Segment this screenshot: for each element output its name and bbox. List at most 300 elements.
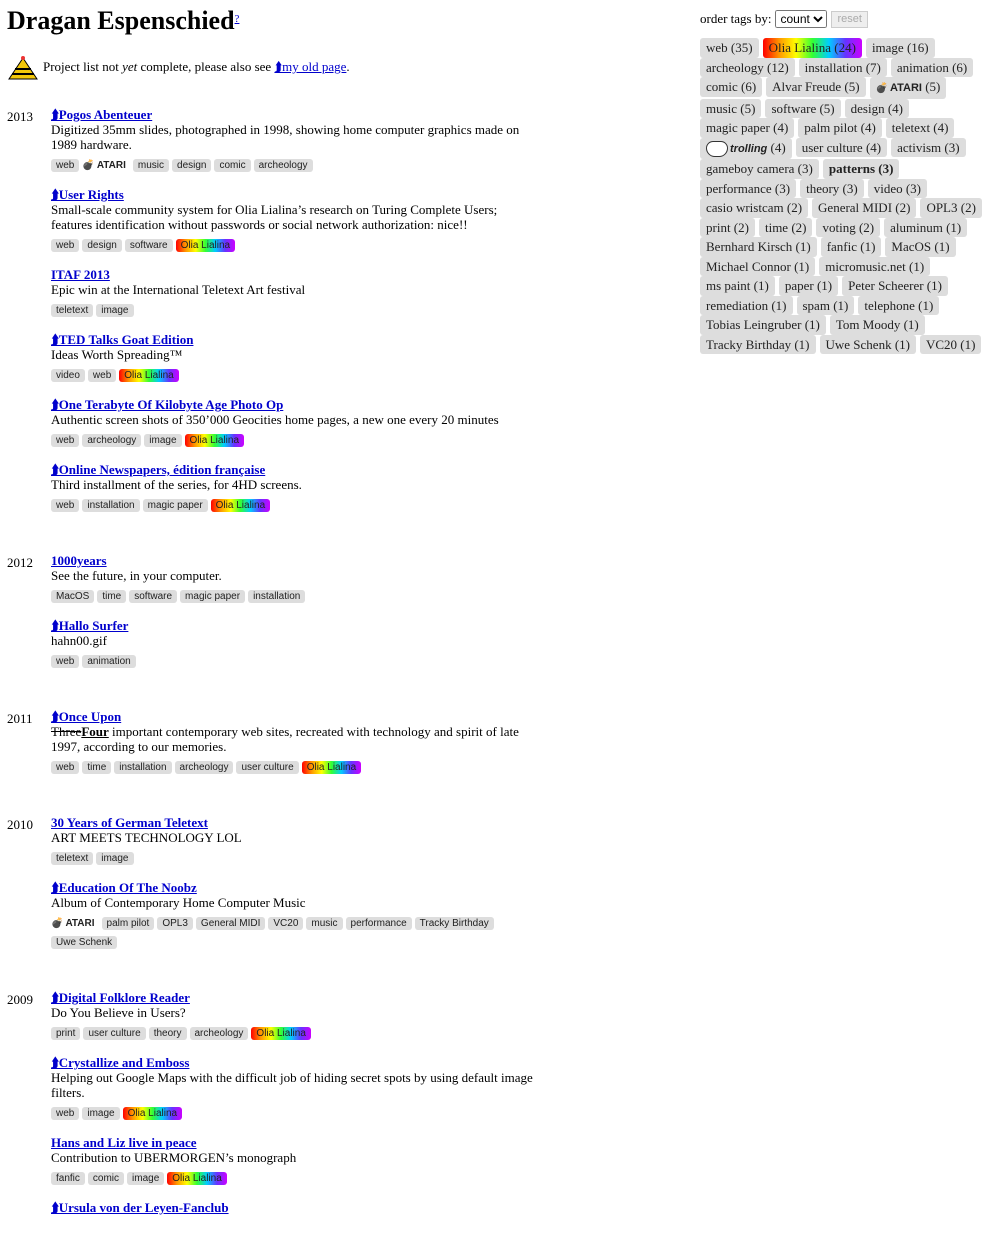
project-description	[51, 347, 541, 362]
sidebar-tag[interactable]	[819, 257, 930, 277]
sidebar-tag-label: user culture (4)	[801, 139, 882, 155]
bold-text: Four	[81, 724, 109, 739]
project-tag[interactable]	[180, 590, 245, 603]
project-description	[51, 1005, 541, 1020]
project-tag[interactable]	[196, 917, 265, 930]
old-page-link[interactable]: ⮭my old page	[274, 59, 347, 74]
project-tag-label: image	[132, 1173, 160, 1184]
project-tag[interactable]	[157, 917, 193, 930]
project-tag-label: archeology	[179, 762, 229, 773]
project-tag[interactable]	[346, 917, 412, 930]
project-description	[51, 724, 541, 754]
sidebar-tag-label: Alvar Freude (5)	[772, 79, 860, 94]
project-title-link[interactable]: 1000years	[51, 553, 107, 568]
sidebar-tag[interactable]	[700, 335, 816, 355]
sidebar-tag[interactable]	[830, 315, 925, 335]
sidebar-tag[interactable]	[700, 138, 792, 160]
project-tag[interactable]	[51, 1107, 79, 1120]
project-tag[interactable]	[51, 761, 79, 774]
project-entry	[51, 332, 541, 383]
sidebar-tag-label: voting (2)	[822, 219, 875, 235]
project-tag[interactable]	[51, 159, 79, 172]
atari-logo-icon: 💣	[875, 83, 888, 94]
sidebar-tag[interactable]	[884, 218, 967, 238]
sidebar-tag[interactable]	[816, 218, 880, 238]
order-controls	[700, 10, 990, 28]
project-tag[interactable]	[214, 159, 250, 172]
sidebar-tag-label: Tom Moody (1)	[835, 317, 919, 332]
order-select[interactable]	[775, 10, 827, 28]
sidebar-tag[interactable]	[823, 159, 900, 179]
sidebar-tag-label: paper (1)	[784, 278, 833, 293]
description-text: Album of Contemporary Home Computer Music	[51, 895, 306, 910]
project-tags	[51, 494, 541, 513]
year-label: 2013	[7, 109, 33, 124]
project-tag-label: Tracky Birthday	[419, 918, 489, 929]
sidebar-tag[interactable]	[759, 218, 813, 238]
description-text: Epic win at the International Teletext Art festival	[51, 282, 306, 297]
project-tag[interactable]	[125, 239, 173, 252]
project-title-link[interactable]: ⮭Online Newspapers, édition française	[51, 462, 266, 477]
sidebar-tag[interactable]	[845, 99, 909, 119]
project-tags	[51, 1167, 541, 1186]
project-tag-label: installation	[119, 762, 167, 773]
reset-button[interactable]: reset	[831, 11, 867, 28]
sidebar-tag-label: image (16)	[871, 40, 929, 55]
project-entry	[51, 618, 541, 669]
sidebar-tag[interactable]	[891, 58, 973, 78]
sidebar-tag-label: Uwe Schenk (1)	[825, 336, 910, 352]
project-tag[interactable]	[51, 590, 94, 603]
project-tag[interactable]	[176, 239, 235, 252]
trollface-icon	[706, 141, 728, 157]
project-tag[interactable]	[123, 1107, 182, 1120]
project-tag[interactable]	[248, 590, 305, 603]
project-tag-label: magic paper	[147, 500, 203, 511]
sidebar-tag-label: Olia Lialina (24)	[768, 40, 856, 55]
sidebar-tag[interactable]	[920, 335, 981, 355]
project-tag[interactable]	[96, 304, 133, 317]
project-description	[51, 477, 541, 492]
tag-brand: ATARI	[889, 82, 922, 94]
sidebar-tag-label: casio wristcam (2)	[706, 200, 803, 215]
project-tag[interactable]	[83, 1027, 145, 1040]
project-entry	[51, 990, 541, 1041]
sidebar-tag[interactable]	[700, 99, 761, 119]
project-tag[interactable]	[51, 434, 79, 447]
project-tags	[51, 585, 541, 604]
project-description	[51, 830, 541, 845]
project-title-link[interactable]: ⮭One Terabyte Of Kilobyte Age Photo Op	[51, 397, 284, 412]
project-tag-label: installation	[87, 500, 135, 511]
sidebar-tag-label: (5)	[925, 79, 941, 94]
atari-logo-icon: 💣	[51, 918, 64, 929]
project-tag[interactable]	[51, 499, 79, 512]
project-entry	[51, 815, 541, 866]
project-tag-label: teletext	[56, 853, 89, 864]
description-text: Digitized 35mm slides, photographed in 1998, showing home computer graphics made on 1989 hardware.	[51, 122, 520, 152]
description-text: hahn00.gif	[51, 633, 107, 648]
sidebar-tag[interactable]	[798, 118, 882, 138]
project-entry	[51, 187, 541, 253]
sidebar-tag[interactable]	[766, 77, 865, 97]
project-tag[interactable]	[149, 1027, 187, 1040]
atari-logo-icon: 💣	[82, 160, 95, 171]
project-tag-label: web	[56, 240, 75, 251]
description-text: Do You Believe in Users?	[51, 1005, 186, 1020]
help-link[interactable]: ?	[234, 13, 240, 25]
project-tag[interactable]	[144, 434, 181, 447]
sidebar-tag-label: software (5)	[771, 100, 835, 116]
project-tags	[51, 847, 541, 866]
project-tag-label: Olia Lialina	[215, 500, 266, 511]
sidebar-tag[interactable]	[700, 77, 762, 97]
project-tag-label: Olia Lialina	[127, 1108, 178, 1119]
project-tag-label: ATARI	[96, 160, 126, 171]
project-entry	[51, 462, 541, 513]
project-tag[interactable]	[175, 761, 234, 774]
project-title-link[interactable]: ITAF 2013	[51, 267, 110, 282]
project-tag-label: image	[101, 853, 129, 864]
page-header	[7, 6, 239, 36]
sidebar-tag[interactable]	[799, 58, 887, 78]
sidebar-tag-label: Peter Scheerer (1)	[848, 278, 942, 293]
project-tag-label: web	[56, 656, 75, 667]
project-tags	[51, 364, 541, 383]
tag-cloud	[700, 38, 990, 354]
sidebar-tag[interactable]	[700, 218, 755, 238]
project-tag-label: web	[56, 435, 75, 446]
project-tag[interactable]	[82, 434, 141, 447]
project-entry	[51, 709, 541, 775]
year-entries	[51, 553, 541, 683]
project-tag[interactable]	[306, 917, 342, 930]
sidebar-tag-label: music (5)	[706, 100, 756, 116]
project-tag-label: time	[102, 591, 122, 602]
project-tag-label: MacOS	[56, 591, 90, 602]
project-tag[interactable]	[185, 434, 244, 447]
project-entry	[51, 1200, 541, 1215]
sidebar-tag-label: archeology (12)	[706, 59, 789, 75]
project-tag[interactable]	[129, 590, 177, 603]
project-tag[interactable]	[51, 1172, 85, 1185]
pyramid-warning-icon	[7, 55, 39, 79]
project-description	[51, 895, 541, 910]
year-entries	[51, 990, 541, 1229]
project-tags	[51, 234, 541, 253]
project-tag[interactable]	[51, 1027, 80, 1040]
project-tag-label: image	[149, 435, 177, 446]
project-tag-label: animation	[87, 656, 131, 667]
project-tag[interactable]	[172, 159, 211, 172]
year-label: 2009	[7, 992, 33, 1007]
sidebar-tag-label: theory (3)	[806, 180, 858, 196]
sidebar-tag-label: fanfic (1)	[826, 239, 876, 254]
tag-sidebar	[700, 10, 990, 354]
project-tag[interactable]	[51, 369, 85, 382]
project-tag-label: software	[129, 240, 168, 251]
project-title-link[interactable]: ⮭Ursula von der Leyen-Fanclub	[51, 1200, 229, 1215]
project-tag[interactable]	[82, 159, 130, 172]
project-tag[interactable]	[51, 304, 93, 317]
project-tag-label: Olia Lialina	[256, 1028, 306, 1039]
project-tag[interactable]	[133, 159, 169, 172]
sidebar-tag[interactable]	[868, 179, 927, 199]
project-tag[interactable]	[119, 369, 178, 382]
project-tag[interactable]	[82, 1107, 119, 1120]
sidebar-tag[interactable]	[870, 77, 947, 99]
sidebar-tag[interactable]	[858, 296, 939, 316]
project-description	[51, 568, 541, 583]
page-title	[7, 6, 239, 36]
sidebar-tag[interactable]	[797, 296, 855, 316]
project-tag[interactable]	[51, 852, 93, 865]
struck-text: Three	[51, 724, 82, 739]
sidebar-tag[interactable]	[891, 138, 965, 158]
project-title-link[interactable]: ⮭Pogos Abenteuer	[51, 107, 153, 122]
project-tags	[51, 429, 541, 448]
project-tag[interactable]	[102, 917, 155, 930]
project-tag-label: Olia Lialina	[180, 240, 231, 251]
sidebar-tag-label: VC20 (1)	[926, 336, 976, 352]
sidebar-tag-label: web (35)	[706, 40, 753, 55]
tag-brand: trolling	[730, 142, 768, 155]
description-text: Authentic screen shots of 350’000 Geocities home pages, a new one every 20 minutes	[51, 412, 499, 427]
project-tag-label: performance	[350, 918, 407, 929]
sidebar-tag-label: telephone (1)	[864, 297, 934, 313]
order-label: order tags by:	[700, 11, 772, 26]
project-tag-label: Olia Lialina	[172, 1173, 222, 1184]
project-tag[interactable]	[88, 1172, 124, 1185]
project-tag[interactable]	[415, 917, 494, 930]
project-title-link[interactable]: ⮭Crystallize and Emboss	[51, 1055, 190, 1070]
project-tag[interactable]	[251, 1027, 310, 1040]
sidebar-tag-label: gameboy camera (3)	[706, 161, 813, 176]
project-tag-label: VC20	[273, 918, 299, 929]
sidebar-tag-label: video (3)	[873, 180, 922, 196]
project-tag-label: web	[56, 762, 75, 773]
project-tag-label: design	[87, 240, 117, 251]
project-tag-label: comic	[92, 1173, 120, 1184]
sidebar-tag[interactable]	[779, 276, 838, 296]
project-tag-label: Olia Lialina	[189, 435, 240, 446]
year-block	[7, 990, 547, 1229]
description-text: ART MEETS TECHNOLOGY LOL	[51, 830, 242, 845]
project-entry	[51, 267, 541, 318]
sidebar-tag-label: performance (3)	[706, 180, 791, 196]
sidebar-tag-label: spam (1)	[802, 297, 849, 313]
project-tag-label: Olia Lialina	[306, 762, 357, 773]
sidebar-tag-label: patterns (3)	[828, 161, 894, 176]
sidebar-tag[interactable]	[700, 276, 775, 296]
sidebar-tag[interactable]	[700, 118, 794, 138]
project-title-link[interactable]: ⮭TED Talks Goat Edition	[51, 332, 194, 347]
sidebar-tag[interactable]	[700, 58, 795, 78]
sidebar-tag-label: print (2)	[706, 219, 749, 235]
sidebar-tag-label: Tracky Birthday (1)	[706, 336, 810, 352]
project-tag[interactable]	[82, 499, 139, 512]
project-title-link[interactable]: ⮭Once Upon	[51, 709, 122, 724]
project-tag[interactable]	[127, 1172, 164, 1185]
project-title-link[interactable]: ⮭User Rights	[51, 187, 124, 202]
sidebar-tag-label: time (2)	[764, 219, 807, 235]
project-tags	[51, 1102, 541, 1121]
project-tag[interactable]	[51, 655, 79, 668]
project-tag-label: time	[87, 762, 107, 773]
site-title-text: Dragan Espenschied	[7, 6, 235, 35]
project-title-link[interactable]: ⮭Education Of The Noobz	[51, 880, 197, 895]
year-entries	[51, 107, 541, 527]
project-tag-label: General MIDI	[200, 918, 261, 929]
sidebar-tag[interactable]	[700, 257, 815, 277]
sidebar-tag-label: MacOS (1)	[891, 239, 950, 254]
project-entry	[51, 1135, 541, 1186]
project-tag[interactable]	[302, 761, 361, 774]
project-description	[51, 412, 541, 427]
year-block	[7, 553, 547, 683]
project-tags	[51, 154, 541, 173]
sidebar-tag-label: comic (6)	[706, 79, 757, 94]
project-tag-label: archeology	[194, 1028, 244, 1039]
sidebar-tag[interactable]	[763, 38, 862, 58]
sidebar-tag-label: teletext (4)	[891, 120, 949, 135]
project-tag-label: web	[56, 1108, 75, 1119]
project-tags	[51, 650, 541, 669]
sidebar-tag[interactable]	[886, 118, 955, 138]
project-tags	[51, 912, 541, 950]
sidebar-tag-label: ms paint (1)	[706, 278, 769, 293]
project-tag-label: OPL3	[162, 918, 188, 929]
project-entry	[51, 880, 541, 950]
project-tag[interactable]	[268, 917, 303, 930]
project-tag-label: installation	[253, 591, 301, 602]
sidebar-tag[interactable]	[800, 179, 864, 199]
notice	[7, 55, 350, 79]
project-tag-label: web	[56, 160, 75, 171]
sidebar-tag[interactable]	[700, 159, 819, 179]
project-title-link[interactable]: ⮭Digital Folklore Reader	[51, 990, 190, 1005]
project-tag-label: Uwe Schenk	[56, 937, 113, 948]
project-tag[interactable]	[82, 239, 121, 252]
project-title-link[interactable]: ⮭Hallo Surfer	[51, 618, 129, 633]
project-tag-label: design	[177, 160, 207, 171]
project-title-link[interactable]: Hans and Liz live in peace	[51, 1135, 197, 1150]
sidebar-tag-label: General MIDI (2)	[818, 200, 911, 215]
year-block	[7, 107, 547, 527]
project-tag[interactable]	[211, 499, 270, 512]
project-tag[interactable]	[96, 852, 133, 865]
sidebar-tag[interactable]	[920, 198, 981, 218]
sidebar-tag[interactable]	[866, 38, 935, 58]
description-text: See the future, in your computer.	[51, 568, 222, 583]
project-tag[interactable]	[97, 590, 126, 603]
year-block	[7, 709, 547, 789]
sidebar-tag[interactable]	[700, 315, 826, 335]
sidebar-tag-label: installation (7)	[804, 59, 881, 75]
year-label: 2010	[7, 817, 33, 832]
project-tag[interactable]	[51, 917, 99, 930]
project-tag-label: print	[56, 1028, 76, 1039]
sidebar-tag-label: (4)	[770, 139, 786, 155]
project-tag-label: image	[87, 1108, 115, 1119]
year-block	[7, 815, 547, 964]
sidebar-tag[interactable]	[796, 138, 887, 158]
project-entry	[51, 1055, 541, 1121]
project-tag-label: user culture	[241, 762, 294, 773]
sidebar-tag[interactable]	[700, 198, 808, 218]
project-tag[interactable]	[167, 1172, 226, 1185]
project-tag-label: teletext	[56, 305, 89, 316]
project-tag[interactable]	[114, 761, 171, 774]
project-tag-label: fanfic	[56, 1173, 80, 1184]
sidebar-tag-label: Michael Connor (1)	[706, 258, 810, 274]
project-title-link[interactable]: 30 Years of German Teletext	[51, 815, 208, 830]
project-tags	[51, 756, 541, 775]
project-list	[7, 107, 547, 1255]
project-description	[51, 202, 541, 232]
project-tag-label: archeology	[258, 160, 308, 171]
project-tag[interactable]	[51, 239, 79, 252]
sidebar-tag[interactable]	[821, 237, 882, 257]
sidebar-tag[interactable]	[700, 296, 793, 316]
project-tag[interactable]	[254, 159, 313, 172]
notice-text: Project list not yet complete, please also see ⮭my old page.	[43, 59, 350, 74]
sidebar-tag-label: palm pilot (4)	[804, 120, 876, 135]
sidebar-tag-label: design (4)	[850, 100, 903, 116]
project-tag-label: magic paper	[185, 591, 241, 602]
sidebar-tag[interactable]	[765, 99, 840, 119]
project-description	[51, 282, 541, 297]
project-entry	[51, 553, 541, 604]
project-tag[interactable]	[88, 369, 116, 382]
description-text: Helping out Google Maps with the difficult job of hiding secret spots by using default image filters.	[51, 1070, 533, 1100]
project-tag-label: web	[92, 370, 112, 381]
sidebar-tag-label: OPL3 (2)	[926, 200, 976, 215]
sidebar-tag[interactable]	[700, 38, 759, 58]
project-description	[51, 1070, 541, 1100]
sidebar-tag[interactable]	[885, 237, 955, 257]
description-text: Ideas Worth Spreading™	[51, 347, 183, 362]
project-tags	[51, 1022, 541, 1041]
sidebar-tag[interactable]	[820, 335, 916, 355]
project-tag[interactable]	[236, 761, 298, 774]
project-tag[interactable]	[82, 761, 111, 774]
project-tag[interactable]	[143, 499, 208, 512]
sidebar-tag[interactable]	[842, 276, 948, 296]
description-text: Contribution to UBERMORGEN’s monograph	[51, 1150, 297, 1165]
project-tag-label: user culture	[88, 1028, 141, 1039]
project-tag-label: music	[311, 918, 338, 929]
project-tag-label: comic	[219, 160, 246, 171]
project-tag-label: software	[134, 591, 173, 602]
sidebar-tag[interactable]	[700, 179, 796, 199]
project-tag[interactable]	[51, 936, 117, 949]
project-description	[51, 1150, 541, 1165]
description-text: Third installment of the series, for 4HD screens.	[51, 477, 302, 492]
sidebar-tag[interactable]	[812, 198, 916, 218]
project-entry	[51, 397, 541, 448]
project-description	[51, 633, 541, 648]
project-tag[interactable]	[190, 1027, 249, 1040]
project-tag-label: web	[56, 500, 75, 511]
project-tag[interactable]	[82, 655, 135, 668]
year-label: 2012	[7, 555, 33, 570]
sidebar-tag-label: magic paper (4)	[706, 120, 789, 135]
project-tag-label: image	[101, 305, 129, 316]
sidebar-tag[interactable]	[700, 237, 817, 257]
sidebar-tag-label: Tobias Leingruber (1)	[706, 317, 820, 332]
sidebar-tag-label: animation (6)	[896, 59, 968, 75]
